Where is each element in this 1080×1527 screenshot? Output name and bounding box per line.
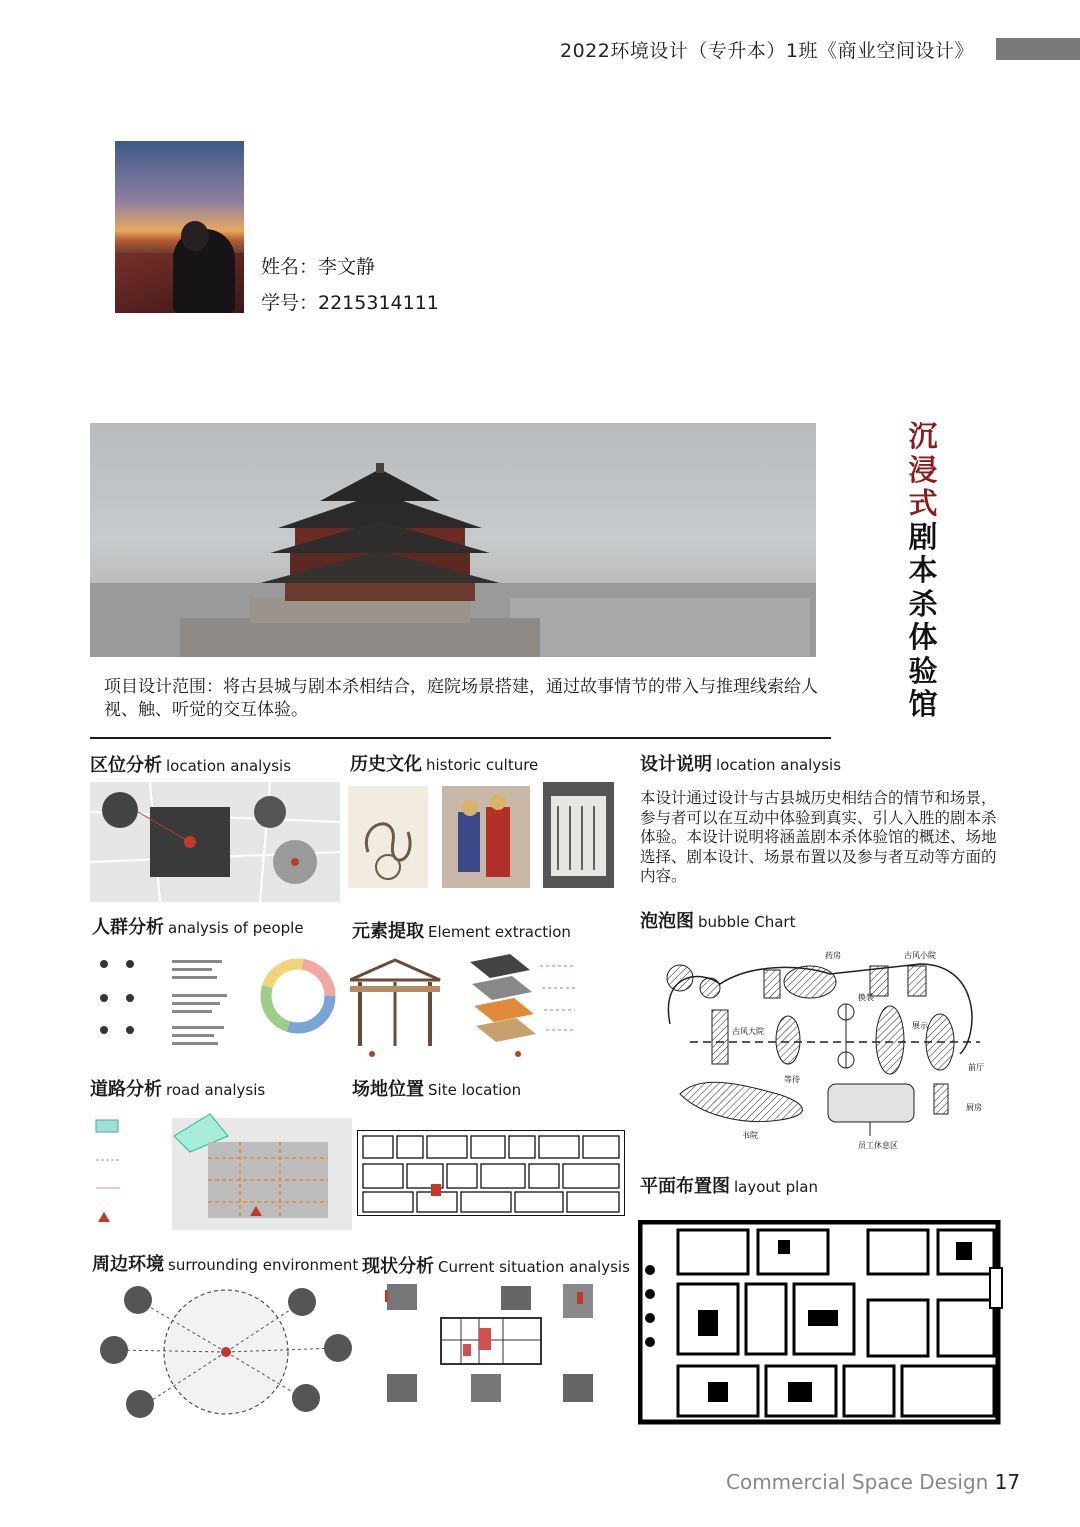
element-extraction-diagram [350,950,618,1062]
current-situation-diagram [383,1282,603,1408]
student-id: 学号：2215314111 [261,292,439,314]
student-name: 姓名：李文静 [261,256,376,278]
people-analysis-chart [92,950,342,1062]
bubble-label-big-courtyard: 古风大院 [732,1027,764,1036]
page-footer [726,1470,1020,1494]
document-header-title: 2022环境设计（专升本）1班《商业空间设计》 [560,40,974,62]
title-char: 本 [908,553,938,587]
layout-plan-title: 平面布置图 layout plan [640,1176,818,1197]
bubble-label-staff: 员工休息区 [858,1141,898,1150]
header-accent-bar [996,38,1080,60]
footer-text: Commercial Space Design [726,1470,989,1494]
design-description-title: 设计说明 location analysis [640,754,842,775]
title-char: 式 [908,486,938,520]
location-analysis-map [90,782,340,902]
road-analysis-title: 道路分析 road analysis [90,1079,266,1100]
bubble-label-study: 书院 [742,1131,758,1140]
vertical-project-title [905,420,941,722]
page-number: 17 [994,1470,1021,1494]
bubble-chart-title: 泡泡图 bubble Chart [640,911,796,932]
bubble-chart-diagram [660,944,1000,1154]
historic-culture-title: 历史文化 historic culture [350,754,539,775]
student-photo [115,141,244,313]
location-analysis-title: 区位分析 location analysis [90,755,292,776]
project-scope-text: 项目设计范围：将古县城与剧本杀相结合，庭院场景搭建，通过故事情节的带入与推理线索给人视、触、听觉的交互体验。 [104,677,818,720]
design-description-text: 本设计通过设计与古县城历史相结合的情节和场景，参与者可以在互动中体验到真实、引人入胜的剧本杀体验。本设计说明将涵盖剧本杀体验馆的概述、场地选择、剧本设计、场景布置以及参与者互动等方面的内容。 [640,789,997,885]
section-divider [90,737,831,739]
people-analysis-title: 人群分析 analysis of people [92,917,304,938]
bubble-label-hall: 前厅 [968,1063,984,1072]
bubble-label-waiting: 等待 [784,1075,800,1084]
current-situation-title: 现状分析 Current situation analysis [362,1256,630,1277]
title-char: 馆 [908,687,938,721]
bubble-label-change: 换装 [858,993,874,1002]
title-char: 验 [908,653,938,688]
element-extraction-title: 元素提取 Element extraction [352,921,571,942]
title-char: 浸 [908,452,938,487]
road-analysis-map [90,1108,355,1236]
title-char: 剧 [908,519,938,554]
surrounding-environment-diagram [92,1282,354,1428]
bubble-label-pharmacy: 药房 [825,951,841,960]
site-location-plan [357,1130,625,1216]
surrounding-environment-title: 周边环境 surrounding environment [92,1254,359,1275]
title-char: 沉 [908,419,938,453]
bubble-label-small-courtyard: 古风小院 [904,951,936,960]
layout-floor-plan [638,1220,1005,1426]
site-location-title: 场地位置 Site location [352,1079,522,1100]
title-char: 杀 [908,586,938,621]
bubble-label-exhibit: 展示 [912,1021,928,1030]
title-char: 体 [908,620,938,654]
historic-culture-images [348,782,614,890]
bubble-label-kitchen: 厨房 [966,1103,982,1112]
hero-drum-tower-image [90,423,816,657]
